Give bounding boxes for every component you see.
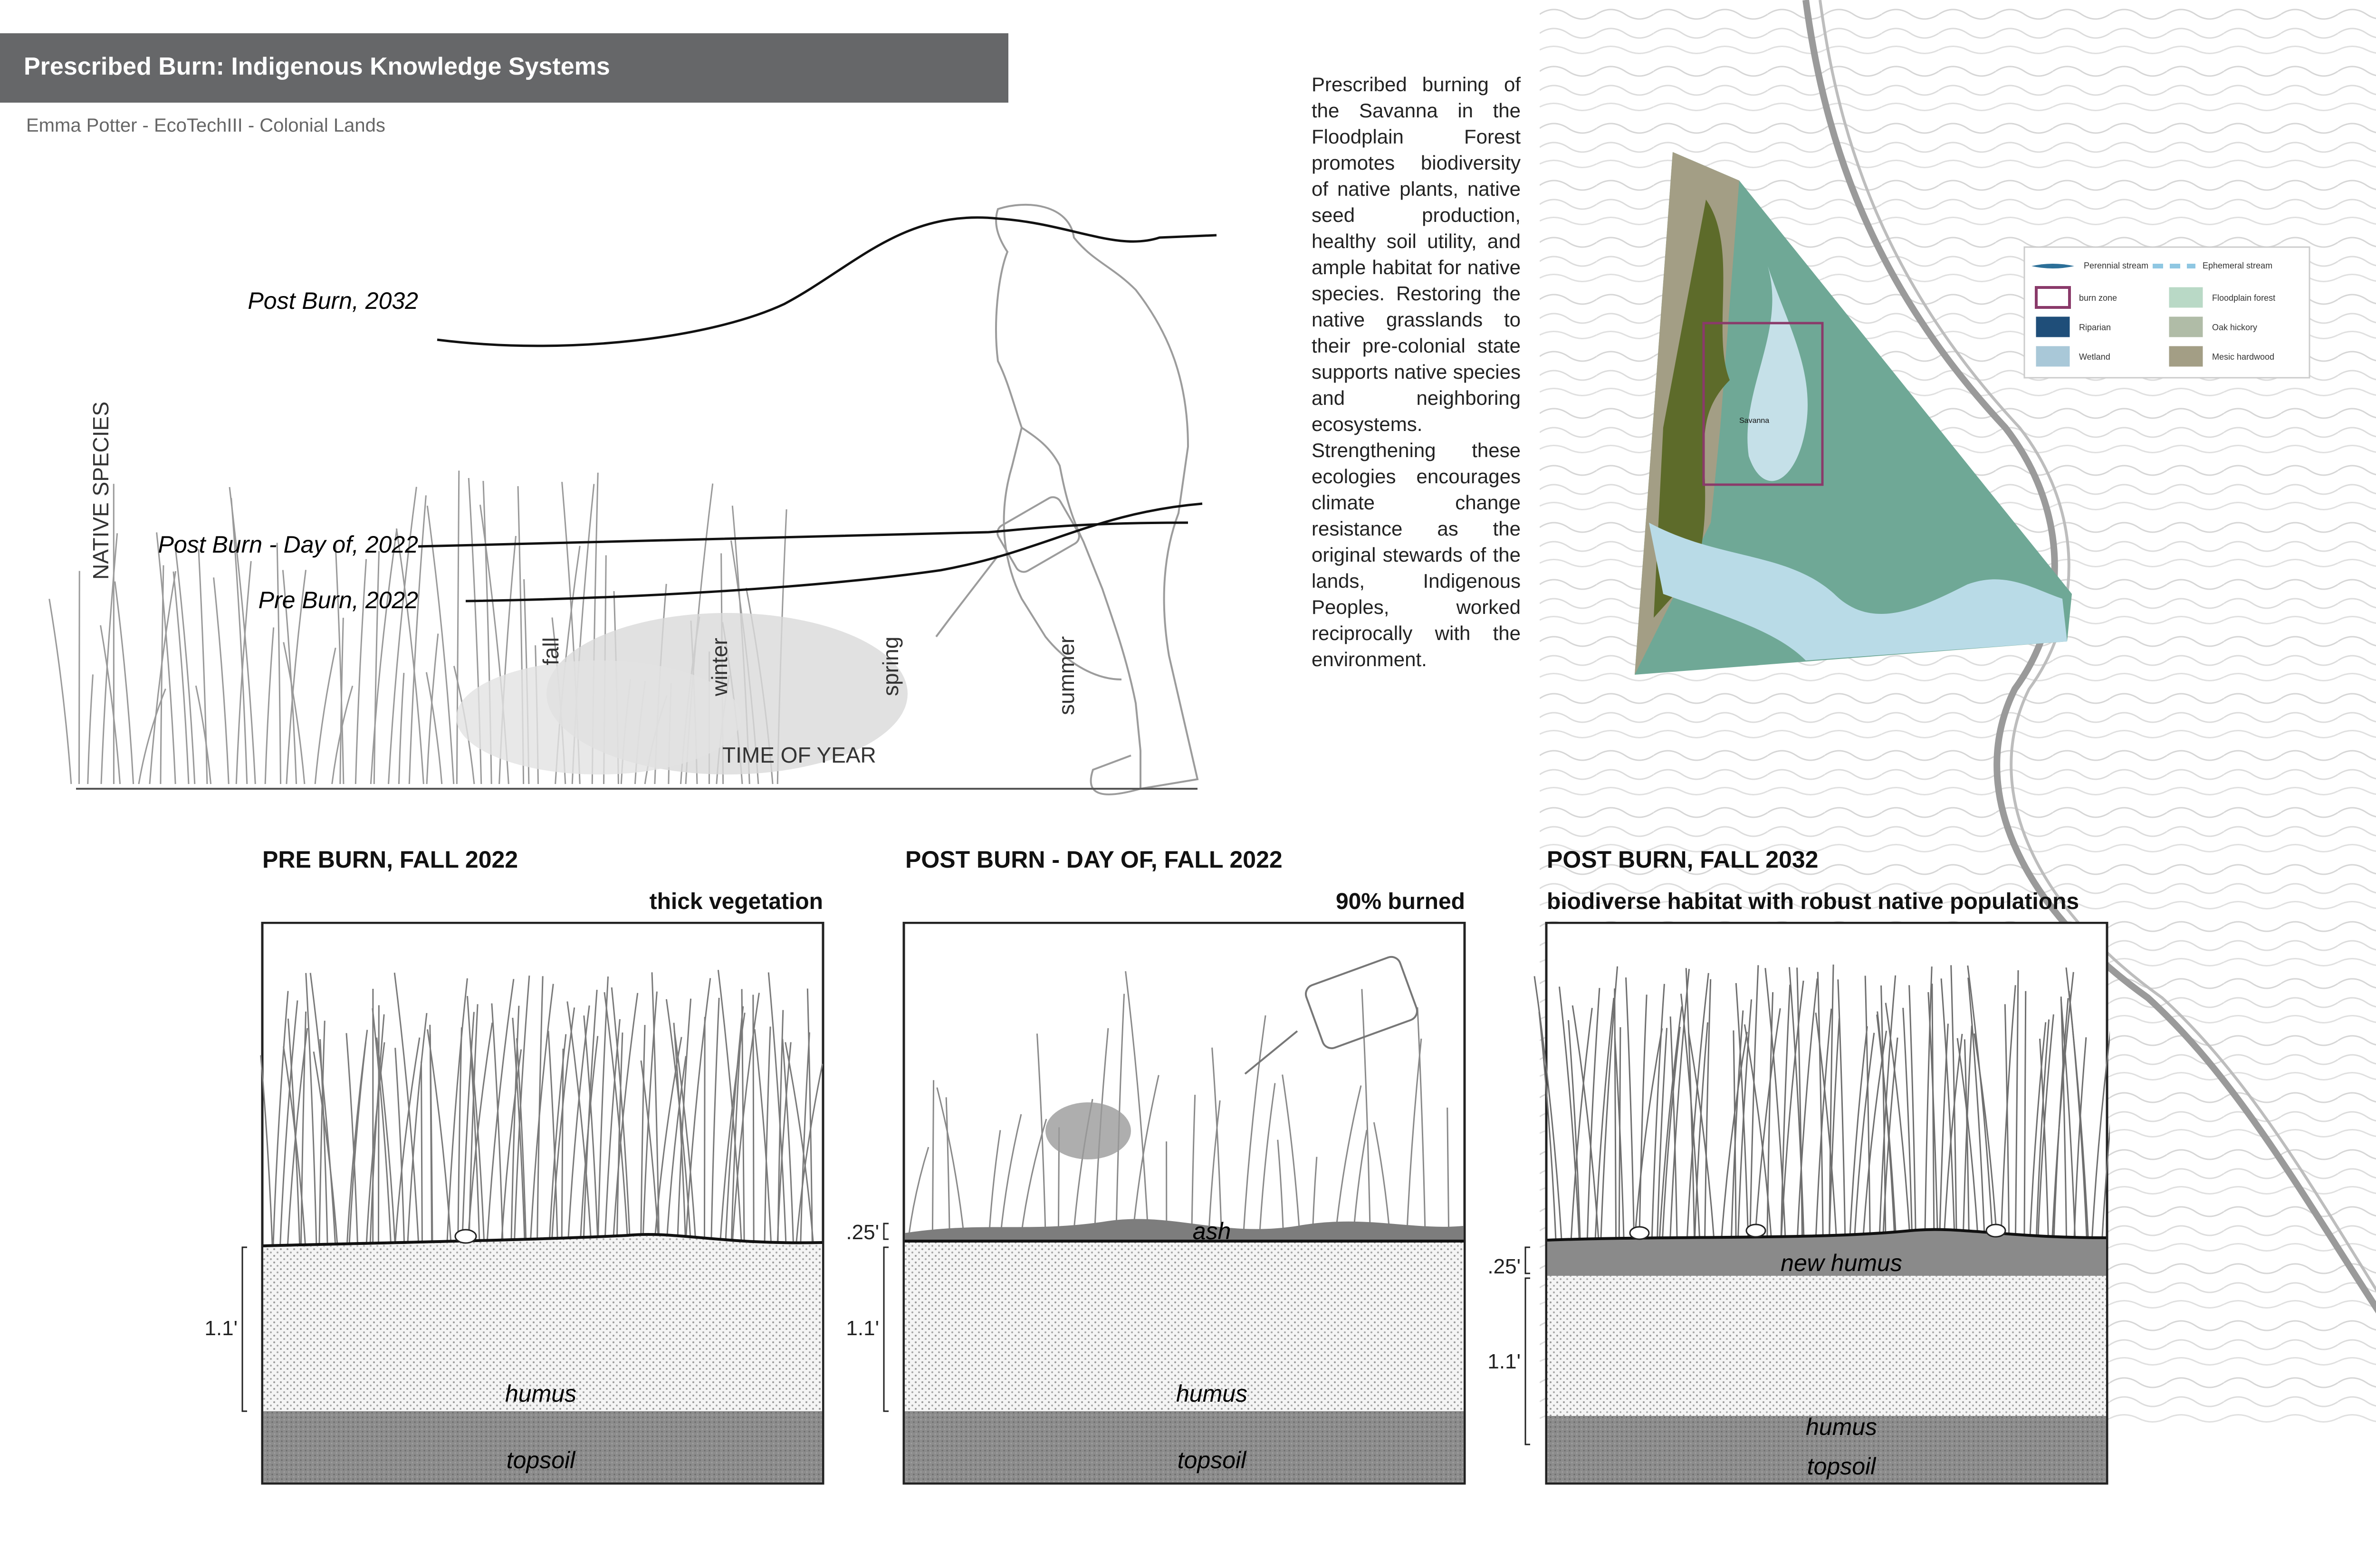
grass-blade [175, 544, 195, 784]
shrub-shadow-2 [456, 660, 741, 774]
title-bar [0, 33, 1008, 103]
dim-label-1-1: 1.1' [846, 1317, 879, 1340]
legend-ephemeral: Ephemeral stream [2203, 261, 2273, 270]
animal-icon [1986, 1224, 2005, 1237]
animal-icon [455, 1230, 476, 1243]
layer-label-topsoil: topsoil [1807, 1453, 1876, 1480]
grass-blade [753, 995, 754, 1245]
grass-blade [374, 551, 379, 784]
layer-label-ash: ash [1192, 1218, 1231, 1244]
legend-swatch [2036, 287, 2069, 307]
panel-pre-burn [200, 922, 827, 1492]
layer-label-humus: humus [505, 1380, 577, 1407]
panel-2-subtitle: 90% burned [1335, 889, 1465, 914]
layer-label-humus: humus [1176, 1380, 1248, 1407]
legend-swatch [2036, 317, 2069, 337]
curve-label-pre-burn: Pre Burn, 2022 [258, 587, 418, 613]
panel-1-title: PRE BURN, FALL 2022 [262, 846, 518, 873]
curve-label-day-of: Post Burn - Day of, 2022 [158, 531, 418, 558]
dim-bracket-new-humus [1525, 1247, 1530, 1273]
panel-post-burn-day-of [841, 922, 1468, 1492]
grass-blade [88, 674, 93, 784]
intro-paragraph: Prescribed burning of the Savanna in the Floodplain Forest promotes biodiversity of native plants, native seed production, healthy soil utility, and ample habitat for native species. Restoring the native grasslands to their pre-colonial state supports native species and neighboring ecosystems. Strengthening these ecologies encourages climate change resistance as the original stewards of the lands, Indigenous Peoples, worked reciprocally with the environment. [1312, 73, 1521, 670]
season-winter: winter [707, 638, 732, 696]
layer-label-humus: humus [1805, 1414, 1878, 1440]
grass-blade [277, 543, 280, 784]
dim-label-025: .25' [846, 1221, 879, 1244]
species-graph [48, 181, 1307, 813]
legend-swatch [2169, 317, 2203, 337]
grass-blade [101, 625, 120, 784]
animal-icon [1746, 1224, 1765, 1237]
grass-blade [157, 532, 176, 784]
grass-blade [399, 673, 403, 784]
season-summer: summer [1054, 636, 1079, 715]
legend-swatch [2036, 346, 2069, 366]
map-legend [2024, 247, 2309, 378]
legend-label: burn zone [2079, 293, 2117, 303]
grass-blade [704, 1017, 705, 1245]
panel-1-subtitle: thick vegetation [649, 889, 823, 914]
legend-swatch [2169, 346, 2203, 366]
grass-blade [421, 1061, 422, 1245]
curve-pre-burn [466, 504, 1202, 601]
x-axis-label: TIME OF YEAR [722, 743, 876, 767]
panel-3-subtitle: biodiverse habitat with robust native populations [1547, 889, 2079, 914]
animal-icon [1630, 1227, 1649, 1239]
grass-blade [214, 577, 229, 784]
grass-blade [265, 627, 274, 784]
layer-humus [1547, 1276, 2106, 1416]
curve-post-burn-2032 [437, 218, 1217, 346]
y-axis-label: NATIVE SPECIES [88, 402, 113, 580]
dim-label-1-1: 1.1' [204, 1317, 238, 1340]
smoke-plume [1045, 1102, 1131, 1159]
layer-label-topsoil: topsoil [1177, 1447, 1246, 1473]
page-subtitle: Emma Potter - EcoTechIII - Colonial Lands [26, 115, 385, 136]
grass-blade [315, 648, 335, 784]
curve-post-burn-day-of [418, 523, 1188, 546]
grass-blade [284, 642, 305, 784]
grass-blade [49, 599, 71, 784]
layer-label-topsoil: topsoil [506, 1447, 575, 1473]
season-fall: fall [538, 637, 563, 665]
season-spring: spring [878, 636, 903, 696]
grass-blade [199, 549, 207, 784]
dim-bracket-ash [884, 1224, 889, 1239]
panel-3-title: POST BURN, FALL 2032 [1547, 846, 1819, 873]
legend-swatch [2169, 287, 2203, 307]
grass-blade [427, 506, 454, 784]
grass-blade [196, 686, 211, 784]
panel-post-burn-2032 [1483, 922, 2110, 1492]
grass-blade [378, 1005, 379, 1245]
dim-label-1-1: 1.1' [1487, 1350, 1521, 1373]
panel-2-title: POST BURN - DAY OF, FALL 2022 [905, 846, 1283, 873]
dim-bracket-humus [242, 1247, 247, 1411]
dim-label-025: .25' [1487, 1255, 1521, 1278]
legend-label: Mesic hardwood [2212, 352, 2275, 362]
legend-label: Floodplain forest [2212, 293, 2276, 303]
curve-label-2032: Post Burn, 2032 [248, 287, 418, 314]
layer-label-new-humus: new humus [1781, 1250, 1902, 1276]
dim-bracket-humus [1525, 1278, 1530, 1444]
savanna-label: Savanna [1739, 417, 1770, 425]
grass-blade [426, 672, 441, 784]
dim-bracket-humus [884, 1247, 889, 1411]
legend-label: Riparian [2079, 323, 2111, 332]
grass-blade [457, 471, 459, 784]
legend-label: Wetland [2079, 352, 2110, 362]
legend-perennial: Perennial stream [2084, 261, 2149, 270]
legend-label: Oak hickory [2212, 323, 2258, 332]
page-title: Prescribed Burn: Indigenous Knowledge Systems [24, 53, 610, 80]
